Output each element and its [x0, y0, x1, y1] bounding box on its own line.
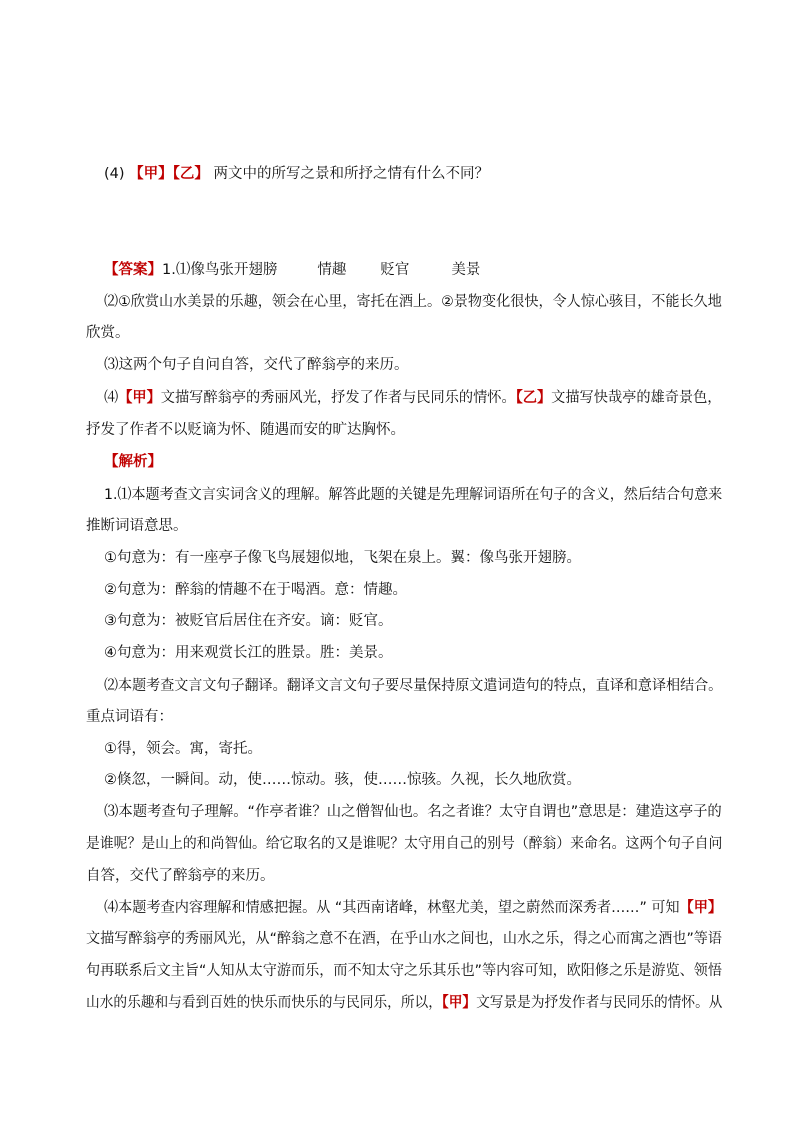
analysis-p4-line-4	[86, 993, 722, 1013]
answer-q1	[104, 260, 480, 280]
answer-q1-item-4: 美景	[451, 262, 481, 278]
analysis-p3-line-1: ⑶本题考查句子理解。“作亭者谁？山之僧智仙也。名之者谁？太守自谓也”意思是：建造这亭子的	[104, 804, 722, 820]
analysis-p4-text-4b: 文写景是为抒发作者与民同乐的情怀。从	[476, 995, 723, 1011]
analysis-p2-line-2: 重点词语有：	[86, 709, 173, 725]
analysis-p4-bracket-jia-2: 【甲】	[441, 995, 477, 1011]
bracket-yi: 【乙】	[172, 166, 209, 182]
analysis-item-1-2: ②句意为：醉翁的情趣不在于喝酒。意：情趣。	[104, 582, 407, 598]
answer-q1-item-2: 情趣	[317, 262, 347, 278]
analysis-p4-line-2: 文描写醉翁亭的秀丽风光，从“醉翁之意不在酒，在乎山水之间也，山水之乐，得之心而寓之酒也”等语	[86, 931, 723, 947]
analysis-p1-line-1: 1.⑴本题考查文言实词含义的理解。解答此题的关键是先理解词语所在句子的含义，然后结合句意来	[104, 487, 723, 503]
answer-q2-line-1: ⑵①欣赏山水美景的乐趣，领会在心里，寄托在酒上。②景物变化很快，令人惊心骇目，不能长久地	[104, 294, 722, 310]
answer-q1-number: 1.⑴	[162, 262, 191, 278]
answer-q4-part-b: 文描写快哉亭的雄奇景色，	[551, 390, 722, 406]
analysis-item-1-3: ③句意为：被贬官后居住在齐安。谪：贬官。	[104, 613, 393, 629]
analysis-p4-text-1: ⑷本题考查内容理解和情感把握。从 “其西南诸峰，林壑尤美，望之蔚然而深秀者……” 可知	[104, 900, 680, 916]
question-4	[104, 164, 489, 184]
answer-q1-item-1: 像鸟张开翅膀	[190, 262, 278, 278]
answer-q4-line-1	[104, 388, 722, 408]
answer-label: 【答案】	[104, 262, 162, 278]
analysis-item-1-4: ④句意为：用来观赏长江的胜景。胜：美景。	[104, 645, 393, 661]
analysis-item-2-2: ②倏忽，一瞬间。动，使……惊动。骇，使……惊骇。久视，长久地欣赏。	[104, 772, 581, 788]
answer-q2-line-2: 欣赏。	[86, 325, 130, 341]
answer-q3: ⑶这两个句子自问自答，交代了醉翁亭的来历。	[104, 357, 409, 373]
analysis-label: 【解析】	[104, 454, 162, 470]
analysis-p4-bracket-jia-1: 【甲】	[679, 900, 723, 916]
answer-q4-number: ⑷	[104, 390, 119, 406]
analysis-p4-text-4a: 山水的乐趣和与看到百姓的快乐而快乐的与民同乐，所以，	[86, 995, 442, 1011]
analysis-p2-line-1: ⑵本题考查文言文句子翻译。翻译文言文句子要尽量保持原文遣词造句的特点，直译和意译相结合。	[104, 678, 723, 694]
answer-q4-part-a: 文描写醉翁亭的秀丽风光，抒发了作者与民同乐的情怀。	[160, 390, 516, 406]
question-4-text: 两文中的所写之景和所抒之情有什么不同？	[213, 166, 490, 182]
answer-q4-bracket-yi: 【乙】	[515, 390, 552, 406]
answer-q4-bracket-jia: 【甲】	[118, 390, 161, 406]
analysis-item-1-1: ①句意为：有一座亭子像飞鸟展翅似地，飞架在泉上。翼：像鸟张开翅膀。	[104, 550, 581, 566]
question-4-number: (4)	[104, 166, 125, 182]
answer-q1-item-3: 贬官	[380, 262, 410, 278]
answer-q4-line-2: 抒发了作者不以贬谪为怀、随遇而安的旷达胸怀。	[86, 422, 405, 438]
bracket-jia: 【甲】	[129, 166, 173, 182]
analysis-p1-line-2: 推断词语意思。	[86, 518, 188, 534]
analysis-p4-line-3: 句再联系后文主旨“人知从太守游而乐，而不知太守之乐其乐也”等内容可知，欧阳修之乐是游览、领悟	[86, 963, 723, 979]
analysis-p3-line-3: 自答，交代了醉翁亭的来历。	[86, 868, 275, 884]
analysis-p3-line-2: 是谁呢？是山上的和尚智仙。给它取名的又是谁呢？太守用自己的别号（醉翁）来命名。这两个句子自问	[86, 836, 723, 852]
analysis-p4-line-1	[104, 898, 722, 918]
analysis-item-2-1: ①得，领会。寓，寄托。	[104, 741, 262, 757]
